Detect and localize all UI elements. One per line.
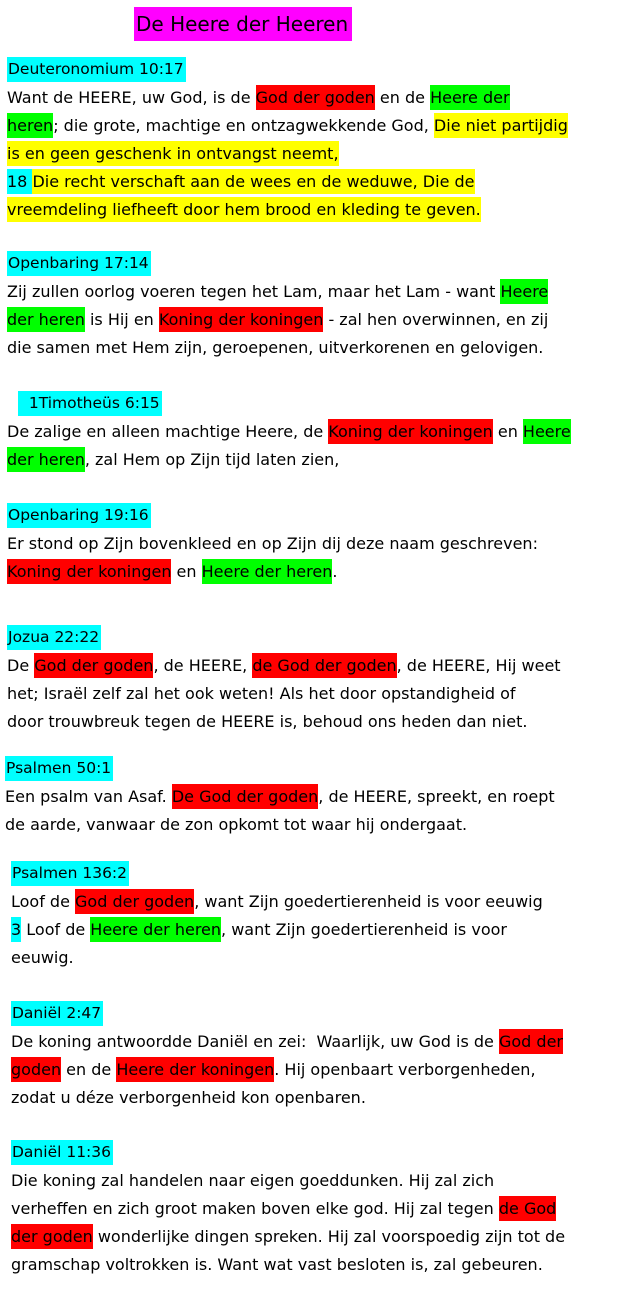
passage-line bbox=[7, 84, 611, 112]
passage-reference: Openbaring 19:16 bbox=[7, 503, 151, 528]
highlighted-phrase: Heere der koningen bbox=[116, 1057, 274, 1082]
passage-text bbox=[7, 278, 611, 362]
text-segment: . Hij openbaart verborgenheden, bbox=[274, 1060, 536, 1079]
highlighted-phrase: Koning der koningen bbox=[328, 419, 492, 444]
highlighted-phrase: is en geen geschenk in ontvangst neemt, bbox=[7, 141, 339, 166]
text-segment: , want Zijn goedertierenheid is voor eeuwig bbox=[194, 892, 543, 911]
text-segment: gramschap voltrokken is. Want wat vast besloten is, zal gebeuren. bbox=[11, 1255, 543, 1274]
passage-reference: Daniël 2:47 bbox=[11, 1001, 103, 1026]
passage-line bbox=[7, 530, 611, 558]
highlighted-phrase: der heren bbox=[7, 307, 85, 332]
passage-line bbox=[11, 1167, 615, 1195]
passage-reference: Psalmen 50:1 bbox=[5, 756, 113, 781]
passage-reference: Psalmen 136:2 bbox=[11, 861, 129, 886]
passage-reference: Jozua 22:22 bbox=[7, 625, 101, 650]
highlighted-phrase: God der goden bbox=[75, 889, 194, 914]
text-segment: en de bbox=[374, 88, 431, 107]
text-segment: en de bbox=[61, 1060, 117, 1079]
text-segment: wonderlijke dingen spreken. Hij zal voorspoedig zijn tot de bbox=[92, 1227, 566, 1246]
highlighted-phrase: Heere bbox=[500, 279, 548, 304]
passage-line bbox=[11, 1195, 615, 1223]
passage-line bbox=[7, 306, 611, 334]
passage-line bbox=[5, 783, 609, 811]
highlighted-phrase: God der goden bbox=[34, 653, 153, 678]
highlighted-phrase: Koning der koningen bbox=[159, 307, 323, 332]
highlighted-phrase: goden bbox=[11, 1057, 61, 1082]
passage-text bbox=[7, 530, 611, 586]
passage-line bbox=[7, 112, 611, 140]
highlighted-phrase: Heere bbox=[523, 419, 571, 444]
passage-reference: Openbaring 17:14 bbox=[7, 251, 151, 276]
text-segment: , zal Hem op Zijn tijd laten zien, bbox=[84, 450, 340, 469]
passage-line bbox=[7, 334, 611, 362]
passage-line bbox=[11, 1223, 615, 1251]
passage-line bbox=[11, 944, 615, 972]
text-segment: ; die grote, machtige en ontzagwekkende God, bbox=[53, 116, 434, 135]
text-segment: , de HEERE, bbox=[153, 656, 253, 675]
passage-text bbox=[7, 652, 611, 736]
text-segment: - zal hen overwinnen, en zij bbox=[323, 310, 549, 329]
passage-text bbox=[7, 84, 611, 224]
passage-line bbox=[11, 1056, 615, 1084]
highlighted-phrase: 18 bbox=[7, 169, 32, 194]
highlighted-phrase: Heere der bbox=[430, 85, 509, 110]
text-segment: Die koning zal handelen naar eigen goeddunken. Hij zal zich bbox=[11, 1171, 495, 1190]
passage-line bbox=[7, 418, 611, 446]
highlighted-phrase: Die recht verschaft aan de wees en de weduwe, Die de bbox=[32, 169, 474, 194]
highlighted-phrase: der goden bbox=[11, 1224, 93, 1249]
text-segment: de aarde, vanwaar de zon opkomt tot waar hij ondergaat. bbox=[5, 815, 468, 834]
text-segment: De zalige en alleen machtige Heere, de bbox=[7, 422, 329, 441]
passage-text bbox=[5, 783, 609, 839]
passage-line bbox=[11, 888, 615, 916]
passage-reference: Deuteronomium 10:17 bbox=[7, 57, 186, 82]
passage-line bbox=[7, 196, 611, 224]
text-segment: eeuwig. bbox=[11, 948, 74, 967]
highlighted-phrase: de God der goden bbox=[252, 653, 396, 678]
passage-reference: Daniël 11:36 bbox=[11, 1140, 113, 1165]
passage-text bbox=[11, 1167, 615, 1279]
passage-text bbox=[11, 1028, 615, 1112]
text-segment: De koning antwoordde Daniël en zei: Waarlijk, uw God is de bbox=[11, 1032, 499, 1051]
passage-line bbox=[11, 1028, 615, 1056]
text-segment: door trouwbreuk tegen de HEERE is, behoud ons heden dan niet. bbox=[7, 712, 528, 731]
text-segment: die samen met Hem zijn, geroepenen, uitverkorenen en gelovigen. bbox=[7, 338, 544, 357]
text-segment: De bbox=[7, 656, 35, 675]
highlighted-phrase: Heere der heren bbox=[90, 917, 221, 942]
passage-line bbox=[5, 811, 609, 839]
text-segment: , de HEERE, Hij weet bbox=[396, 656, 561, 675]
text-segment: het; Israël zelf zal het ook weten! Als het door opstandigheid of bbox=[7, 684, 516, 703]
highlighted-phrase: der heren bbox=[7, 447, 85, 472]
highlighted-phrase: God der bbox=[499, 1029, 563, 1054]
passage-line bbox=[7, 278, 611, 306]
text-segment: Een psalm van Asaf. bbox=[5, 787, 172, 806]
passage-line bbox=[7, 168, 611, 196]
text-segment: Zij zullen oorlog voeren tegen het Lam, maar het Lam - want bbox=[7, 282, 501, 301]
passage-line bbox=[7, 652, 611, 680]
text-segment: Loof de bbox=[21, 920, 91, 939]
highlighted-phrase: Koning der koningen bbox=[7, 559, 171, 584]
highlighted-phrase: vreemdeling liefheeft door hem brood en kleding te geven. bbox=[7, 197, 481, 222]
text-segment: , want Zijn goedertierenheid is voor bbox=[221, 920, 507, 939]
passage-line bbox=[7, 140, 611, 168]
highlighted-phrase: de God bbox=[499, 1196, 556, 1221]
text-segment: en bbox=[492, 422, 523, 441]
passage-line bbox=[11, 1084, 615, 1112]
highlighted-phrase: heren bbox=[7, 113, 53, 138]
passage-line bbox=[7, 558, 611, 586]
highlighted-phrase: God der goden bbox=[256, 85, 375, 110]
text-segment: Loof de bbox=[11, 892, 76, 911]
text-segment: zodat u déze verborgenheid kon openbaren. bbox=[11, 1088, 366, 1107]
passage-line bbox=[11, 916, 615, 944]
highlighted-phrase: De God der goden bbox=[172, 784, 318, 809]
text-segment: . bbox=[332, 562, 338, 581]
highlighted-phrase: Heere der heren bbox=[202, 559, 333, 584]
passage-line bbox=[7, 708, 611, 736]
text-segment: Want de HEERE, uw God, is de bbox=[7, 88, 256, 107]
text-segment: en bbox=[171, 562, 202, 581]
page-title: De Heere der Heeren bbox=[134, 7, 352, 41]
highlighted-phrase: Die niet partijdig bbox=[434, 113, 568, 138]
text-segment: is Hij en bbox=[84, 310, 159, 329]
passage-line bbox=[7, 680, 611, 708]
text-segment: Er stond op Zijn bovenkleed en op Zijn dij deze naam geschreven: bbox=[7, 534, 538, 553]
text-segment: verheffen en zich groot maken boven elke god. Hij zal tegen bbox=[11, 1199, 499, 1218]
passage-line bbox=[11, 1251, 615, 1279]
passage-reference: 1Timotheüs 6:15 bbox=[18, 391, 162, 416]
highlighted-phrase: 3 bbox=[11, 917, 21, 942]
text-segment: , de HEERE, spreekt, en roept bbox=[318, 787, 555, 806]
passage-text bbox=[7, 418, 611, 474]
passage-text bbox=[11, 888, 615, 972]
passage-line bbox=[7, 446, 611, 474]
